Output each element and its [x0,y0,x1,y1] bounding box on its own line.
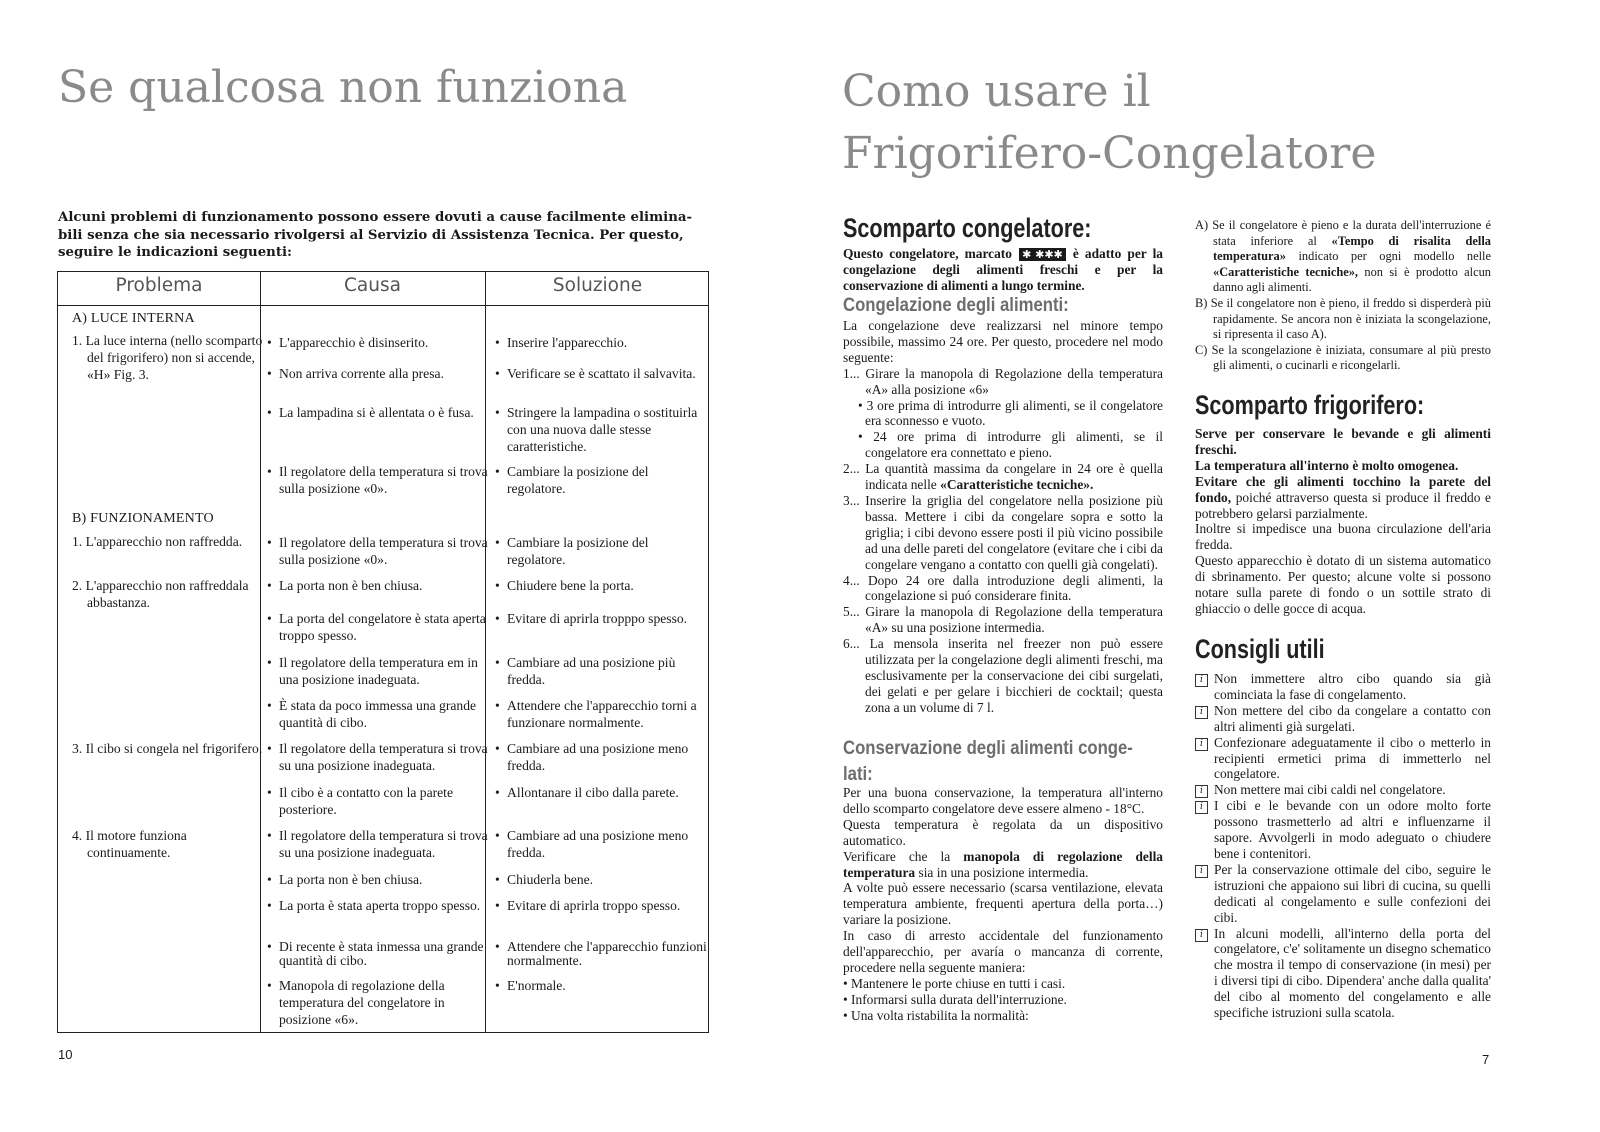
solution-cell: • Verificare se è scattato il salvavita. [495,365,707,382]
solution-cell: • Chiudere bene la porta. [495,577,717,594]
paragraph: Serve per conservare le bevande e gli alimenti freschi. [1195,426,1491,457]
tip-item [1195,735,1491,783]
tip-item [1195,671,1491,703]
solution-cell: • Evitare di aprirla tropppo spesso. [495,610,707,627]
header-problema: Problema [115,275,203,296]
tips-list [1195,671,1491,1021]
cause-cell: • È stata da poco immessa una grande quantità di cibo. [267,697,489,731]
solution-cell: • Cambiare ad una posizione meno fredda. [495,740,707,774]
case-a [1195,218,1491,296]
step-item [843,461,1163,493]
info-icon: i [1195,738,1208,751]
header-soluzione: Soluzione [552,275,643,296]
solution-cell: • Cambiare la posizione del regolatore. [495,463,707,497]
cause-cell: • Il regolatore della temperatura em in una posizione inadeguata. [267,654,493,688]
list-item: • Informarsi sulla durata dell'interruzione. [843,991,1067,1007]
cause-cell: • Di recente è stata inmessa una grande quantità di cibo. [267,940,489,968]
info-icon: i [1195,706,1208,719]
solution-cell: • Evitare di aprirla troppo spesso. [495,897,719,914]
section-luce-interna: A) LUCE INTERNA [72,311,195,326]
cause-cell: • Manopola di regolazione della temperatura del congelatore in posizione «6». [267,977,489,1028]
troubleshooting-table [57,271,709,1033]
cause-cell: • Il regolatore della temperatura si trova sulla posizione «0». [267,534,491,568]
case-text: non si è prodotto alcun danno agli alimenti. [1213,264,1492,295]
tip-text: I cibi e le bevande con un odore molto forte possono trasmetterlo ad altri e influenzarne il sapore. Avvolgerli in modo adeguato o chiudere bene i contenitori. [1214,798,1491,861]
problem-cell: 1. La luce interna (nello scomparto del frigorifero) non si accende, «H» Fig. 3. [72,333,263,382]
heading-consigli-utili: Consigli utili [1195,634,1325,664]
solution-cell: • Attendere che l'apparecchio torni a funzionare normalmente. [495,697,719,731]
step-subitem: • 24 ore prima di introdurre gli alimenti, se il congelatore era connettato e pieno. [858,429,1163,461]
paragraph [1195,474,1491,522]
paragraph: In caso di arresto accidentale del funzionamento dell'apparecchio, per avaría o mancanza di corrente, procedere nella seguente maniera: [843,928,1163,975]
paragraph-text: sia in una posizione intermedia. [918,864,1089,880]
list-item: • Mantenere le porte chiuse en tutti i casi. [843,975,1066,991]
case-text-bold: «Caratteristiche tecniche», [1213,264,1359,279]
info-icon: i [1195,865,1208,878]
info-icon: i [1195,801,1208,814]
four-star-freezer-icon: ✱ ✱✱✱ [1019,248,1066,261]
solution-cell: • Cambiare ad una posizione più fredda. [495,654,707,688]
solution-cell: • Attendere che l'apparecchio funzioni normalmente. [495,940,707,968]
case-text: A) Se il congelatore è pieno e la durata dell'interruzione é stata inferiore al [1195,218,1491,248]
page-number: 7 [1482,1052,1490,1067]
cause-cell: • Non arriva corrente alla presa. [267,365,489,382]
step-item: 5... Girare la manopola di Regolazione della temperatura «A» su una posizione intermedia. [843,604,1163,636]
paragraph: Questo apparecchio è dotato di un sistema automatico di sbrinamento. Per questo; alcune volte si possono notare sulla parete di fondo o un sottile strato di ghiaccio o delle gocce di acqua. [1195,553,1491,616]
list-item: • Una volta ristabilita la normalità: [843,1007,1029,1023]
paragraph: Inoltre si impedisce una buona circulazione dell'aria fredda. [1195,521,1491,553]
case-b: B) Se il congelatore non è pieno, il freddo si disperderà più rapidamente. Se ancora non è iniziata la scongelazione, si ripresenta il caso A). [1195,295,1491,342]
page-title: Se qualcosa non funziona [58,62,628,113]
frigorifero-body [1195,426,1491,617]
paragraph-text-bold: Evitare che gli alimenti tocchino la parete del fondo, [1195,473,1491,505]
solution-cell: • Cambiare la posizione del regolatore. [495,534,707,568]
cause-cell: • La porta non è ben chiusa. [267,871,489,888]
step-text: 2... La quantità massima da congelare in 24 ore è quella indicata nelle [843,461,1163,493]
cause-cell: • L'apparecchio è disinserito. [267,334,489,351]
tip-item [1195,798,1491,862]
page-title-line1: Como usare il [842,66,1151,117]
tip-text: Non mettere mai cibi caldi nel congelatore. [1214,782,1446,798]
conservazione-body [843,785,1163,1024]
step-text-bold: «Caratteristiche tecniche». [940,477,1094,493]
problem-cell: 1. L'apparecchio non raffredda. [72,534,243,549]
header-causa: Causa [344,275,401,296]
paragraph: La congelazione deve realizzarsi nel minore tempo possibile, massimo 24 ore. Per questo, procedere nel modo seguente: [843,318,1163,365]
tip-text: Confezionare adeguatamente il cibo o metterlo in recipienti ermetici prima di immetterlo nel congelatore. [1214,734,1491,782]
tip-text: In alcuni modelli, all'interno della porta del congelatore, c'e' solitamente un disegno schematico che mostra il tempo di conservazione (in mesi) per i diversi tipi di cibo. Dipendera' anche dalla qualita' del cibo al momento del congelamento e alle specifiche istruzioni sulla scatola. [1214,925,1491,1021]
paragraph: La temperatura all'interno è molto omogenea. [1195,457,1459,473]
intro-text: è adatto per la congelazione degli alimenti freschi e per la conservazione di alimenti a lungo termine. [843,246,1164,293]
cause-cell: • La porta del congelatore è stata aperta troppo spesso. [267,610,491,644]
tip-item [1195,862,1491,926]
info-icon: i [1195,929,1208,942]
cause-cell: • Il regolatore della temperatura si trova sulla posizione «0». [267,463,491,497]
intro-paragraph [58,209,708,262]
solution-cell: • E'normale. [495,977,707,994]
paragraph-text-bold: manopola di regolazione della temperatura [843,848,1163,880]
heading-conservazione: Conservazione degli alimenti conge-lati: [843,738,1133,785]
step-item: 3... Inserire la griglia del congelatore nella posizione più bassa. Mettere i cibi da congelare sopra e sotto la griglia; i cibi devono essere posti il più vicino possibile ad una delle pareti del congelatore (evitare che i cibi da congelare vengano a contatto con quelli già congelati). [843,492,1163,572]
paragraph-text: poiché attraverso questa si produce il freddo e potrebbero gelarsi parzialmente. [1195,489,1491,521]
step-item: 6... La mensola inserita nel freezer non può essere utilizzata per la congelazione degli alimenti freschi, ma esclusivamente per la conservacione dei cibi surgelati, dei gelati e per gelare i bicchieri de cocktail; questa zona a un volume di 7 l. [843,636,1163,715]
problem-cell: 2. L'apparecchio non raffreddala abbastanza. [72,578,249,610]
paragraph: Per una buona conservazione, la temperatura all'interno dello scomparto congelatore deve essere almeno - 18°C. [843,785,1163,816]
cause-cell: • La lampadina si è allentata o è fusa. [267,404,489,421]
intro-line: seguire le indicazioni seguenti: [58,245,292,260]
tip-text: Non immettere altro cibo quando sia già cominciata la fase di congelamento. [1214,671,1491,702]
heading-scomparto-frigorifero: Scomparto frigorifero: [1195,390,1425,420]
tip-text: Per la conservazione ottimale del cibo, seguire le istruzioni che appaiono sui libri di cucina, su quelli dedicati al congelamento e sulle confezioni dei cibi. [1214,861,1491,925]
intro-line: Alcuni problemi di funzionamento possono essere dovuti a cause facilmente elimina- [58,210,693,225]
paragraph: A volte può essere necessario (scarsa ventilazione, elevata temperatura ambiente, frequenti apertura della porta…) variare la posizione. [843,880,1163,928]
header-divider [58,305,708,306]
cause-cell: • Il regolatore della temperatura si trova su una posizione inadeguata. [267,740,495,774]
column-divider [485,272,486,1032]
info-icon: i [1195,674,1208,687]
step-item: 4... Dopo 24 ore dalla introduzione degli alimenti, la congelazione si puó considerare finita. [843,572,1163,604]
page-number: 10 [58,1047,73,1062]
intro-line: bili senza che sia necessario rivolgersi al Servizio di Assistenza Tecnica. Per questo, [58,227,684,243]
heading-scomparto-congelatore: Scomparto congelatore: [843,213,1092,243]
solution-cell: • Allontanare il cibo dalla parete. [495,784,719,801]
cause-cell: • Il cibo è a contatto con la parete posteriore. [267,784,489,818]
problem-cell: 4. Il motore funziona continuamente. [72,828,187,860]
interruption-cases [1195,218,1491,374]
case-c: C) Se la scongelazione è iniziata, consumare al più presto gli alimenti, o cucinarli e ricongelarli. [1195,342,1491,373]
cause-cell: • La porta non è ben chiusa. [267,577,489,594]
info-icon: i [1195,785,1208,798]
heading-congelazione: Congelazione degli alimenti: [843,295,1069,316]
tip-text: Non mettere del cibo da congelare a contatto con altri alimenti già surgelati. [1214,702,1491,734]
solution-cell: • Cambiare ad una posizione meno fredda. [495,827,707,861]
solution-cell: • Chiuderla bene. [495,871,707,888]
paragraph-text: Verificare che la [843,848,951,864]
page-title-line2: Frigorifero-Congelatore [842,128,1377,179]
section-funzionamento: B) FUNZIONAMENTO [72,511,214,526]
congelazione-body [843,318,1163,716]
step-item: 1... Girare la manopola di Regolazione della temperatura «A» alla posizione «6» [843,365,1163,397]
tip-item [1195,782,1491,798]
solution-cell: • Stringere la lampadina o sostituirla con una nuova dalle stesse caratteristiche. [495,404,712,455]
column-divider [260,272,261,1032]
solution-cell: • Inserire l'apparecchio. [495,334,719,351]
intro-text: Questo congelatore, marcato [843,246,1012,261]
case-text: indicato per ogni modello nelle [1298,249,1491,264]
problem-cell: 3. Il cibo si congela nel frigorifero. [72,741,263,756]
tip-item [1195,926,1491,1021]
congelatore-intro [843,246,1163,294]
cause-cell: • La porta è stata aperta troppo spesso. [267,897,489,914]
step-subitem: • 3 ore prima di introdurre gli alimenti, se il congelatore era sconnesso e vuoto. [858,397,1163,429]
paragraph: Questa temperatura è regolata da un dispositivo automatico. [843,816,1163,848]
tip-item [1195,703,1491,735]
paragraph [843,849,1163,881]
cause-cell: • Il regolatore della temperatura si trova su una posizione inadeguata. [267,827,495,861]
case-text-bold: «Tempo di risalita della temperatura» [1213,233,1491,264]
